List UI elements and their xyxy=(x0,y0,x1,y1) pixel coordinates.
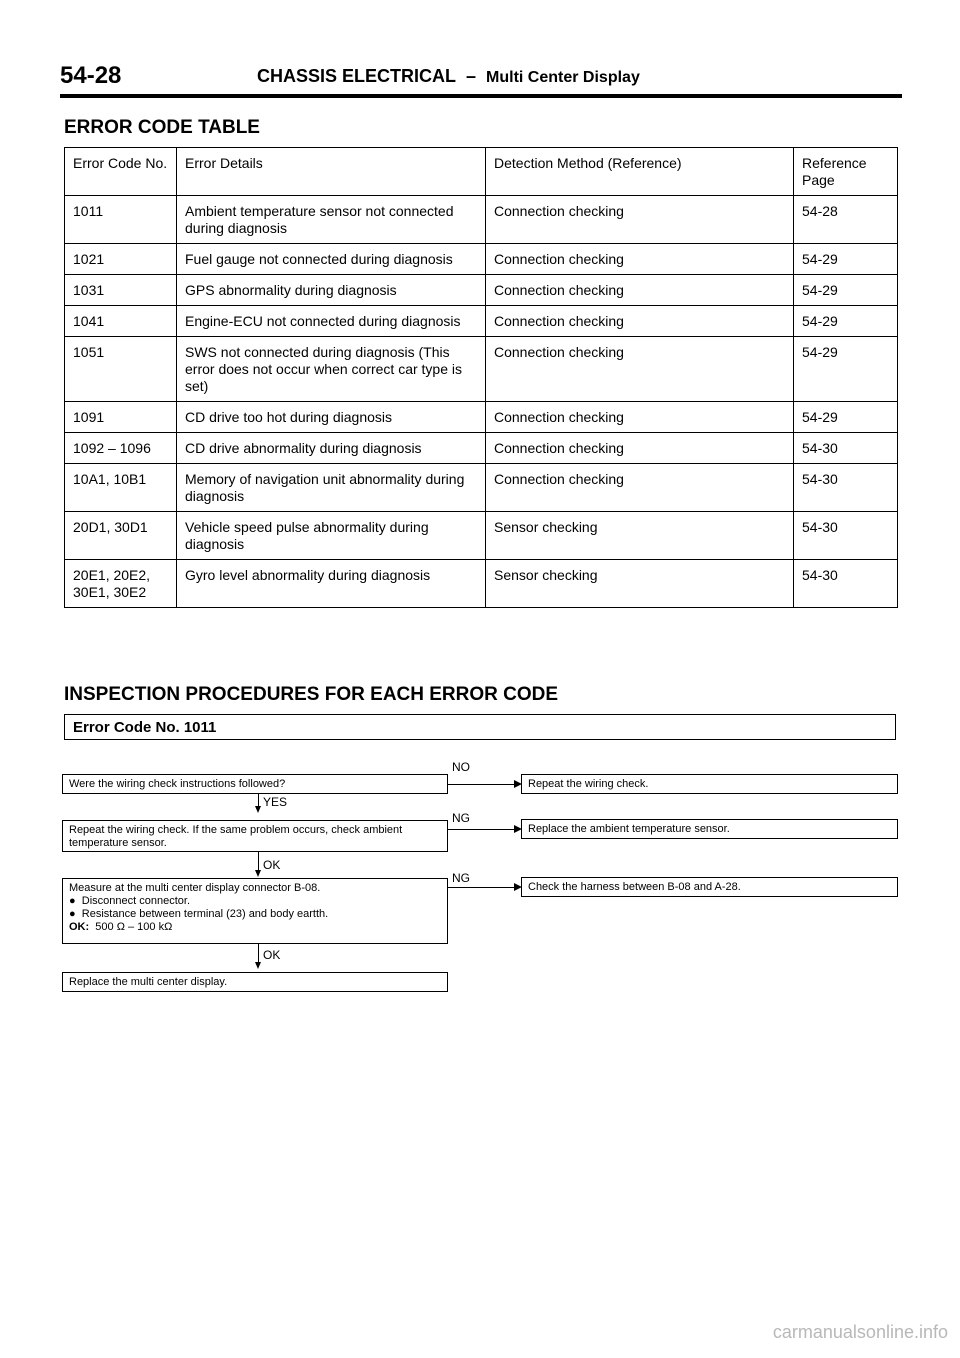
cell-method: Connection checking xyxy=(486,306,794,337)
step3-bullet-1-text: Disconnect connector. xyxy=(81,895,191,907)
cell-code: 20D1, 30D1 xyxy=(65,512,177,560)
col-header-page: Reference Page xyxy=(794,148,898,196)
cell-page: 54-29 xyxy=(794,337,898,402)
header-rule xyxy=(60,94,902,98)
step1-yes-label: YES xyxy=(263,795,288,809)
cell-details: Gyro level abnormality during diagnosis xyxy=(177,560,486,608)
step3-bullet-1 xyxy=(69,895,441,908)
step2-ng-line xyxy=(448,829,516,830)
cell-details: CD drive abnormality during diagnosis xyxy=(177,433,486,464)
step2-ok-label: OK xyxy=(263,858,281,872)
page-number: 54-28 xyxy=(60,62,122,89)
step3-ok-key: OK: xyxy=(69,921,90,933)
arrow-down-icon xyxy=(255,962,261,969)
table-row xyxy=(65,275,898,306)
table-row xyxy=(65,560,898,608)
cell-code: 1031 xyxy=(65,275,177,306)
table-row xyxy=(65,464,898,512)
table-row xyxy=(65,433,898,464)
cell-details: GPS abnormality during diagnosis xyxy=(177,275,486,306)
cell-method: Sensor checking xyxy=(486,560,794,608)
table-row xyxy=(65,196,898,244)
step1-no-label: NO xyxy=(452,760,470,774)
page-header xyxy=(60,62,902,102)
cell-page: 54-30 xyxy=(794,464,898,512)
cell-page: 54-29 xyxy=(794,306,898,337)
subsection-name: Multi Center Display xyxy=(486,69,640,86)
step3-ok-line xyxy=(258,944,259,964)
flow-step-3 xyxy=(62,878,448,944)
cell-details: Memory of navigation unit abnormality during diagnosis xyxy=(177,464,486,512)
table-row xyxy=(65,337,898,402)
step2-ng-label: NG xyxy=(452,811,470,825)
cell-page: 54-28 xyxy=(794,196,898,244)
step3-ok-label: OK xyxy=(263,948,281,962)
cell-page: 54-29 xyxy=(794,244,898,275)
step3-ng-label: NG xyxy=(452,871,470,885)
table-row xyxy=(65,512,898,560)
cell-code: 1041 xyxy=(65,306,177,337)
cell-details: SWS not connected during diagnosis (This error does not occur when correct car type is set) xyxy=(177,337,486,402)
col-header-code: Error Code No. xyxy=(65,148,177,196)
table-row xyxy=(65,402,898,433)
cell-details: Ambient temperature sensor not connected during diagnosis xyxy=(177,196,486,244)
title-dash: – xyxy=(466,66,477,86)
cell-code: 20E1, 20E2, 30E1, 30E2 xyxy=(65,560,177,608)
cell-page: 54-30 xyxy=(794,433,898,464)
step3-ok-value: 500 Ω – 100 kΩ xyxy=(95,921,173,933)
cell-page: 54-29 xyxy=(794,402,898,433)
cell-method: Connection checking xyxy=(486,275,794,306)
flow-action-check-harness: Check the harness between B-08 and A-28. xyxy=(521,877,898,897)
cell-code: 1091 xyxy=(65,402,177,433)
cell-method: Connection checking xyxy=(486,464,794,512)
cell-details: CD drive too hot during diagnosis xyxy=(177,402,486,433)
arrow-down-icon xyxy=(255,870,261,877)
cell-code: 1092 – 1096 xyxy=(65,433,177,464)
flow-step-4: Replace the multi center display. xyxy=(62,972,448,992)
cell-method: Connection checking xyxy=(486,196,794,244)
cell-method: Sensor checking xyxy=(486,512,794,560)
cell-details: Engine-ECU not connected during diagnosis xyxy=(177,306,486,337)
flow-step-2 xyxy=(62,820,448,852)
inspection-title: INSPECTION PROCEDURES FOR EACH ERROR CODE xyxy=(64,684,559,705)
step3-ng-line xyxy=(448,887,516,888)
watermark: carmanualsonline.info xyxy=(772,1322,948,1342)
cell-method: Connection checking xyxy=(486,337,794,402)
table-row xyxy=(65,244,898,275)
bullet-icon: ● xyxy=(69,908,76,920)
table-row xyxy=(65,306,898,337)
error-code-heading: Error Code No. 1011 xyxy=(64,714,896,740)
step3-bullet-2-text: Resistance between terminal (23) and body eartth. xyxy=(81,908,329,920)
step2-line-1: Repeat the wiring check. If the same problem occurs, check ambient xyxy=(69,824,403,836)
error-code-table xyxy=(64,147,898,608)
cell-method: Connection checking xyxy=(486,244,794,275)
error-table-title: ERROR CODE TABLE xyxy=(64,117,260,138)
step3-line-1: Measure at the multi center display connector B-08. xyxy=(69,882,321,894)
cell-details: Fuel gauge not connected during diagnosis xyxy=(177,244,486,275)
cell-code: 10A1, 10B1 xyxy=(65,464,177,512)
arrow-down-icon xyxy=(255,806,261,813)
flow-action-replace-sensor: Replace the ambient temperature sensor. xyxy=(521,819,898,839)
col-header-method: Detection Method (Reference) xyxy=(486,148,794,196)
cell-code: 1021 xyxy=(65,244,177,275)
cell-method: Connection checking xyxy=(486,433,794,464)
cell-code: 1051 xyxy=(65,337,177,402)
step3-ok-criteria xyxy=(69,921,441,934)
cell-page: 54-29 xyxy=(794,275,898,306)
step1-no-line xyxy=(448,784,516,785)
flow-step-1: Were the wiring check instructions followed? xyxy=(62,774,448,794)
step2-ok-line xyxy=(258,852,259,872)
section-title xyxy=(257,66,640,87)
step3-bullet-2 xyxy=(69,908,441,921)
bullet-icon: ● xyxy=(69,895,76,907)
cell-page: 54-30 xyxy=(794,512,898,560)
cell-code: 1011 xyxy=(65,196,177,244)
cell-page: 54-30 xyxy=(794,560,898,608)
col-header-details: Error Details xyxy=(177,148,486,196)
section-name: CHASSIS ELECTRICAL xyxy=(257,66,457,86)
step2-line-2: temperature sensor. xyxy=(69,837,167,849)
cell-details: Vehicle speed pulse abnormality during diagnosis xyxy=(177,512,486,560)
flow-action-repeat-wiring: Repeat the wiring check. xyxy=(521,774,898,794)
cell-method: Connection checking xyxy=(486,402,794,433)
table-header-row xyxy=(65,148,898,196)
